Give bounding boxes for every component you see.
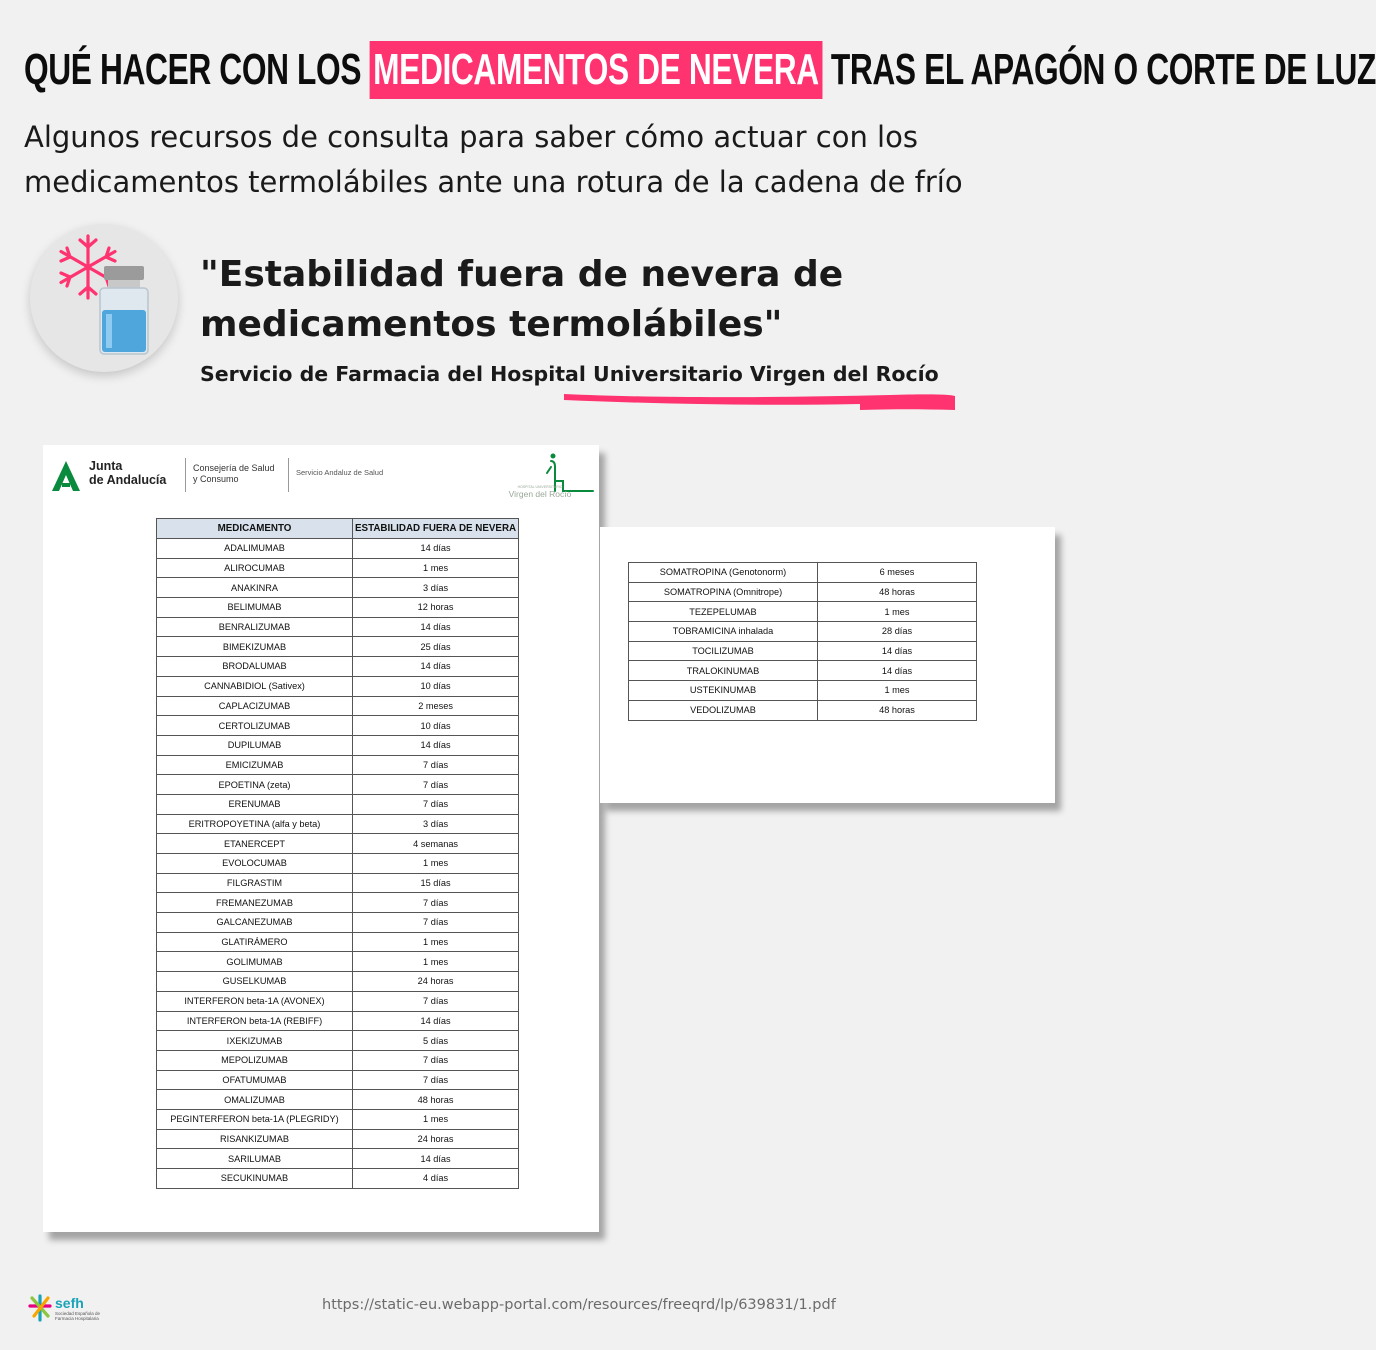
estabilidad-cell: 48 horas [818,700,977,720]
estabilidad-cell: 12 horas [353,598,519,618]
table-row [157,539,519,559]
estabilidad-cell: 1 mes [353,854,519,874]
medicamento-cell: GALCANEZUMAB [157,913,353,933]
table-row [157,598,519,618]
medicamento-cell: BELIMUMAB [157,598,353,618]
table-row [157,854,519,874]
estabilidad-cell: 14 días [818,641,977,661]
estabilidad-cell: 7 días [353,991,519,1011]
column-header-medicamento: MEDICAMENTO [157,519,353,539]
medicamento-cell: EPOETINA (zeta) [157,775,353,795]
resource-title: "Estabilidad fuera de nevera de medicamentos termolábiles" [200,254,844,345]
table-row [629,622,977,642]
estabilidad-cell: 10 días [353,716,519,736]
consejeria-line1: Consejería de Salud [193,463,275,473]
table-row [629,602,977,622]
medicamento-cell: SOMATROPINA (Omnitrope) [629,582,818,602]
estabilidad-cell: 7 días [353,775,519,795]
column-header-estabilidad: ESTABILIDAD FUERA DE NEVERA [353,519,519,539]
estabilidad-cell: 1 mes [818,681,977,701]
estabilidad-cell: 14 días [353,617,519,637]
estabilidad-cell: 1 mes [353,952,519,972]
hospital-small: HOSPITAL UNIVERSITARIO [517,485,563,489]
junta-line1: Junta [89,459,123,473]
hospital-logo-text [505,485,575,499]
table-row [157,1109,519,1129]
table-row [157,676,519,696]
estabilidad-cell: 28 días [818,622,977,642]
estabilidad-cell: 14 días [353,1011,519,1031]
medicamento-cell: RISANKIZUMAB [157,1129,353,1149]
medicamento-cell: SECUKINUMAB [157,1169,353,1189]
estabilidad-cell: 7 días [353,755,519,775]
medicamento-cell: TOBRAMICINA inhalada [629,622,818,642]
medicamento-cell: ALIROCUMAB [157,558,353,578]
estabilidad-cell: 25 días [353,637,519,657]
resource-source: Servicio de Farmacia del Hospital Universitario Virgen del Rocío [200,362,939,386]
table-row [629,681,977,701]
table-row [157,814,519,834]
estabilidad-cell: 14 días [353,1149,519,1169]
estabilidad-cell: 7 días [353,1050,519,1070]
estabilidad-cell: 48 horas [818,582,977,602]
medicamento-cell: ETANERCEPT [157,834,353,854]
table-row [629,700,977,720]
table-row [157,558,519,578]
stability-table-page-1 [156,518,519,1189]
title-highlight: MEDICAMENTOS DE NEVERA [370,41,823,99]
medicamento-cell: BRODALUMAB [157,657,353,677]
table-row [157,657,519,677]
table-row [157,1090,519,1110]
medicamento-cell: VEDOLIZUMAB [629,700,818,720]
estabilidad-cell: 5 días [353,1031,519,1051]
medicamento-cell: OMALIZUMAB [157,1090,353,1110]
estabilidad-cell: 24 horas [353,1129,519,1149]
medicamento-cell: MEPOLIZUMAB [157,1050,353,1070]
medicamento-cell: TOCILIZUMAB [629,641,818,661]
medicamento-cell: GUSELKUMAB [157,972,353,992]
junta-andalucia-logo-icon [49,459,83,493]
medicamento-cell: BIMEKIZUMAB [157,637,353,657]
estabilidad-cell: 7 días [353,893,519,913]
table-row [157,637,519,657]
estabilidad-cell: 4 semanas [353,834,519,854]
estabilidad-cell: 7 días [353,794,519,814]
estabilidad-cell: 1 mes [353,558,519,578]
table-row [157,794,519,814]
medicamento-cell: SOMATROPINA (Genotonorm) [629,563,818,583]
table-row [157,1149,519,1169]
medicamento-cell: INTERFERON beta-1A (AVONEX) [157,991,353,1011]
medicamento-cell: BENRALIZUMAB [157,617,353,637]
consejeria-text [193,463,275,485]
medicamento-cell: GLATIRÁMERO [157,932,353,952]
estabilidad-cell: 7 días [353,1070,519,1090]
header-divider [185,458,186,492]
estabilidad-cell: 3 días [353,578,519,598]
medicamento-cell: SARILUMAB [157,1149,353,1169]
estabilidad-cell: 14 días [353,657,519,677]
medicamento-cell: USTEKINUMAB [629,681,818,701]
medicamento-cell: CERTOLIZUMAB [157,716,353,736]
title-after: TRAS EL APAGÓN O CORTE DE LUZ [830,45,1376,94]
table-row [157,932,519,952]
title-before: QUÉ HACER CON LOS [24,45,362,94]
estabilidad-cell: 48 horas [353,1090,519,1110]
estabilidad-cell: 4 días [353,1169,519,1189]
table-row [157,972,519,992]
table-row [157,952,519,972]
table-row [157,1031,519,1051]
estabilidad-cell: 24 horas [353,972,519,992]
table-row [157,893,519,913]
document-page-2 [600,527,1055,803]
medicamento-cell: ERENUMAB [157,794,353,814]
estabilidad-cell: 1 mes [818,602,977,622]
medicamento-cell: INTERFERON beta-1A (REBIFF) [157,1011,353,1031]
servicio-andaluz-text: Servicio Andaluz de Salud [296,468,384,477]
snowflake-vial-icon [30,224,178,372]
table-header-row [157,519,519,539]
document-page-1 [43,445,599,1232]
estabilidad-cell: 3 días [353,814,519,834]
estabilidad-cell: 1 mes [353,1109,519,1129]
page-subtitle: Algunos recursos de consulta para saber cómo actuar con los medicamentos termolábiles ante una rotura de la cadena de frío [24,120,963,199]
table-row [157,834,519,854]
header-divider [288,458,289,492]
table-row [629,582,977,602]
table-row [157,991,519,1011]
table-row [157,1050,519,1070]
junta-line2: de Andalucía [89,473,167,487]
consejeria-line2: y Consumo [193,474,239,484]
table-row [157,1011,519,1031]
table-row [157,1129,519,1149]
estabilidad-cell: 14 días [818,661,977,681]
table-row [157,1169,519,1189]
medicamento-cell: DUPILUMAB [157,735,353,755]
medicamento-cell: EMICIZUMAB [157,755,353,775]
medicamento-cell: IXEKIZUMAB [157,1031,353,1051]
sefh-logo-text: sefh [55,1295,84,1311]
medicamento-cell: CANNABIDIOL (Sativex) [157,676,353,696]
table-row [157,873,519,893]
medicamento-cell: ERITROPOYETINA (alfa y beta) [157,814,353,834]
medicamento-cell: EVOLOCUMAB [157,854,353,874]
table-row [157,755,519,775]
sefh-logo-subtext: Sociedad Española de Farmacia Hospitalaria [55,1311,101,1321]
medicamento-cell: ANAKINRA [157,578,353,598]
table-row [629,641,977,661]
medicamento-cell: TRALOKINUMAB [629,661,818,681]
table-row [157,775,519,795]
junta-logo-text [89,459,166,487]
medicamento-cell: FILGRASTIM [157,873,353,893]
estabilidad-cell: 14 días [353,735,519,755]
estabilidad-cell: 6 meses [818,563,977,583]
table-row [157,617,519,637]
medicamento-cell: ADALIMUMAB [157,539,353,559]
table-row [157,913,519,933]
medicamento-cell: OFATUMUMAB [157,1070,353,1090]
estabilidad-cell: 7 días [353,913,519,933]
highlight-underline [560,386,960,418]
estabilidad-cell: 10 días [353,676,519,696]
medicamento-cell: GOLIMUMAB [157,952,353,972]
table-row [157,578,519,598]
table-row [157,1070,519,1090]
table-row [629,661,977,681]
page-title [24,40,1376,100]
stability-table-page-2 [628,562,977,721]
estabilidad-cell: 14 días [353,539,519,559]
medicamento-cell: TEZEPELUMAB [629,602,818,622]
estabilidad-cell: 1 mes [353,932,519,952]
medicamento-cell: PEGINTERFERON beta-1A (PLEGRIDY) [157,1109,353,1129]
estabilidad-cell: 2 meses [353,696,519,716]
estabilidad-cell: 15 días [353,873,519,893]
medicamento-cell: CAPLACIZUMAB [157,696,353,716]
medicamento-cell: FREMANEZUMAB [157,893,353,913]
hospital-name: Virgen del Rocío [508,489,572,499]
table-row [157,735,519,755]
table-row [629,563,977,583]
source-url[interactable]: https://static-eu.webapp-portal.com/resources/freeqrd/lp/639831/1.pdf [322,1297,836,1313]
table-row [157,716,519,736]
table-row [157,696,519,716]
document-header [43,445,599,505]
